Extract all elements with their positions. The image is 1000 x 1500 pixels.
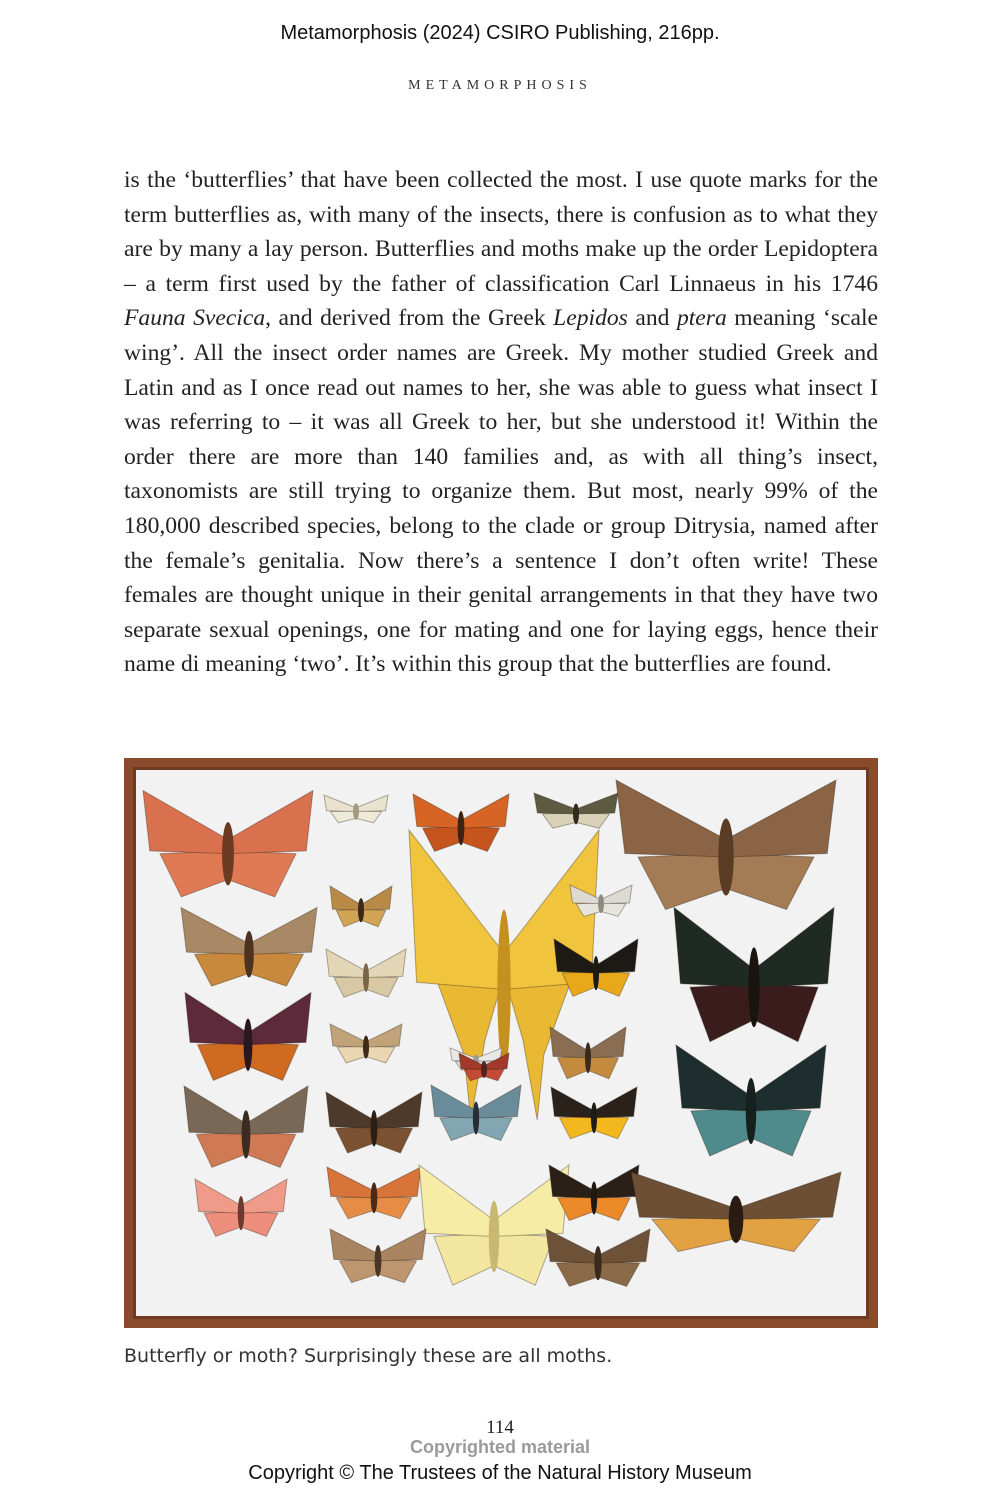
moth-forewing [185, 993, 248, 1045]
moth-body [371, 1182, 378, 1213]
moth-forewing [327, 1167, 374, 1198]
moth-body [244, 1019, 253, 1071]
moth-hindwing [576, 813, 610, 828]
moth-hindwing [542, 813, 576, 828]
moth-hindwing [196, 1132, 246, 1167]
moth-forewing [374, 1167, 421, 1198]
moth-forewing [576, 793, 618, 814]
moth-body [591, 1182, 597, 1215]
moth-forewing [241, 1179, 287, 1213]
moth-hindwing [249, 952, 303, 986]
paragraph-text [124, 163, 878, 682]
moth-hindwing [336, 1127, 374, 1153]
moth-forewing [409, 830, 504, 990]
moth-forewing [588, 1027, 626, 1058]
moth-hindwing [560, 1116, 594, 1138]
italic-term-ptera: ptera [676, 305, 727, 332]
moth-forewing [751, 1045, 826, 1111]
moth-body [375, 1245, 382, 1277]
moth-body [573, 803, 579, 824]
moth-hindwing [652, 1217, 736, 1251]
moth-forewing [326, 1092, 374, 1128]
moth-body [363, 963, 369, 992]
italic-term-lepidos: Lepidos [553, 305, 628, 332]
moth-hindwing [751, 1108, 811, 1156]
moth-hindwing [334, 976, 366, 997]
moth-hindwing [598, 1262, 640, 1287]
moth-forewing [598, 1229, 650, 1263]
moth-hindwing [434, 1233, 494, 1285]
moth-hindwing [330, 811, 356, 823]
moth-hindwing [246, 1132, 296, 1167]
moth-forewing [324, 795, 356, 812]
copyrighted-watermark: Copyrighted material [409, 1437, 591, 1457]
moth-forewing [461, 794, 509, 828]
moth-hindwing [556, 1262, 598, 1287]
moth-body [358, 898, 364, 922]
moth-body [458, 811, 465, 845]
moth-body [591, 1102, 597, 1133]
moth-forewing [674, 908, 754, 988]
moth-forewing [596, 939, 638, 973]
moth-forewing [676, 1045, 751, 1111]
moth-hindwing [366, 1046, 395, 1063]
moth-forewing [184, 1086, 246, 1134]
moth-forewing [631, 1172, 736, 1219]
moth-body [363, 1036, 369, 1059]
moth-forewing [143, 791, 228, 854]
moth-forewing [330, 1024, 366, 1047]
figure-caption: Butterfly or moth? Surprisingly these are all moths. [124, 1345, 613, 1367]
moth-body [594, 1246, 601, 1280]
moth-forewing [476, 1085, 521, 1118]
moth-hindwing [594, 1116, 628, 1138]
moth-forewing [330, 886, 361, 910]
moth-body [222, 822, 234, 885]
moth-hindwing [601, 903, 626, 917]
moth-forewing [594, 1087, 637, 1118]
moth-hindwing [198, 1042, 248, 1080]
moth-forewing [181, 908, 249, 955]
moth-body [353, 803, 359, 820]
moth-hindwing [241, 1212, 278, 1237]
moth-forewing [374, 1092, 422, 1128]
italic-title-fauna-svecica: Fauna Svecica [124, 305, 266, 332]
moth-hindwing [594, 1197, 630, 1221]
moth-forewing [419, 1165, 494, 1237]
moth-forewing [616, 780, 726, 857]
moth-forewing [413, 794, 461, 828]
moth-hindwing [195, 952, 249, 986]
moth-hindwing [494, 1233, 554, 1285]
source-citation: Metamorphosis (2024) CSIRO Publishing, 216pp. [280, 22, 720, 44]
moth-hindwing [336, 909, 361, 927]
moth-body [729, 1196, 744, 1243]
moth-forewing [736, 1172, 841, 1219]
moth-body [593, 956, 599, 990]
moth-forewing [361, 886, 392, 910]
moth-hindwing [690, 984, 754, 1042]
moth-hindwing [336, 1196, 374, 1218]
moth-forewing [249, 908, 317, 955]
moth-collection-illustration [136, 770, 866, 1316]
moth-hindwing [340, 1259, 378, 1282]
moth-forewing [228, 791, 313, 854]
moth-body [371, 1110, 378, 1146]
moth-forewing [754, 908, 834, 988]
moth-hindwing [356, 811, 382, 823]
moth-hindwing [228, 851, 296, 897]
moth-hindwing [484, 1069, 504, 1081]
moth-body [244, 931, 254, 978]
moth-hindwing [423, 827, 461, 852]
moth-hindwing [160, 851, 228, 897]
moth-hindwing [754, 984, 818, 1042]
moth-body [748, 947, 759, 1027]
moth-hindwing [366, 976, 398, 997]
moth-hindwing [558, 1056, 588, 1078]
body-paragraph [124, 163, 878, 682]
moth-forewing [246, 1086, 308, 1134]
moth-forewing [551, 1087, 594, 1118]
moth-hindwing [588, 1056, 618, 1078]
moth-hindwing [204, 1212, 241, 1237]
moth-hindwing [440, 1117, 476, 1141]
moth-forewing [378, 1229, 426, 1261]
moth-hindwing [736, 1217, 820, 1251]
moth-body [481, 1061, 487, 1078]
moth-hindwing [461, 827, 499, 852]
moth-body [473, 1102, 479, 1135]
moth-forewing [356, 795, 388, 812]
text-segment: , and derived from the Greek [265, 305, 554, 332]
moth-hindwing [726, 854, 814, 910]
moth-specimen-photo [124, 758, 878, 1328]
moth-hindwing [378, 1259, 416, 1282]
moth-body [598, 894, 604, 913]
moth-body [718, 819, 733, 896]
moth-forewing [549, 1165, 594, 1198]
moth-forewing [195, 1179, 241, 1213]
moth-forewing [601, 885, 632, 904]
text-segment: and [627, 305, 677, 332]
running-head: METAMORPHOSIS [408, 78, 592, 93]
moth-body [746, 1078, 757, 1144]
text-segment: is the ‘butterflies’ that have been collected the most. I use quote marks for the term butterflies as, with many of the insects, there is confusion as to what they are by many a lay person. Butterflies and moths make up the order Lepidoptera – a term first used by the father of classification Carl Linnaeus in his 1746 [124, 167, 878, 297]
moth-hindwing [248, 1042, 298, 1080]
page-number: 114 [486, 1417, 514, 1438]
moth-hindwing [476, 1117, 512, 1141]
moth-body [497, 910, 510, 1070]
moth-body [238, 1196, 244, 1230]
moth-forewing [366, 949, 406, 978]
moth-hindwing [562, 972, 596, 997]
moth-hindwing [374, 1127, 412, 1153]
moth-forewing [726, 780, 836, 857]
moth-forewing [550, 1027, 588, 1058]
moth-forewing [594, 1165, 639, 1198]
moth-forewing [326, 949, 366, 978]
moth-body [585, 1042, 591, 1073]
moth-forewing [366, 1024, 402, 1047]
moth-body [242, 1110, 251, 1158]
specimen-display-case [136, 770, 866, 1316]
moth-forewing [330, 1229, 378, 1261]
moth-forewing [248, 993, 311, 1045]
moth-hindwing [337, 1046, 366, 1063]
moth-forewing [534, 793, 576, 814]
text-segment: meaning ‘scale wing’. All the insect order names are Greek. My mother studied Greek and Latin and as I once read out names to her, she was able to guess what insect I was referring to – it was all Greek to her, but she understood it! Within the order there are more than 140 families and, as with all thing’s insect, taxonomists are still trying to organize them. But most, nearly 99% of the 180,000 described species, belong to the clade or group Ditrysia, named after the female’s genitalia. Now there’s a sentence I don’t often write! These females are thought unique in their genital arrangements in that they have two separate sexual openings, one for mating and one for laying eggs, hence their name di meaning ‘two’. It’s within this group that the butterflies are found. [124, 305, 878, 678]
moth-hindwing [361, 909, 386, 927]
moth-body [489, 1201, 500, 1273]
moth-forewing [546, 1229, 598, 1263]
moth-hindwing [374, 1196, 412, 1218]
copyright-notice: Copyright © The Trustees of the Natural History Museum [248, 1462, 752, 1484]
moth-hindwing [638, 854, 726, 910]
moth-hindwing [596, 972, 630, 997]
moth-hindwing [691, 1108, 751, 1156]
